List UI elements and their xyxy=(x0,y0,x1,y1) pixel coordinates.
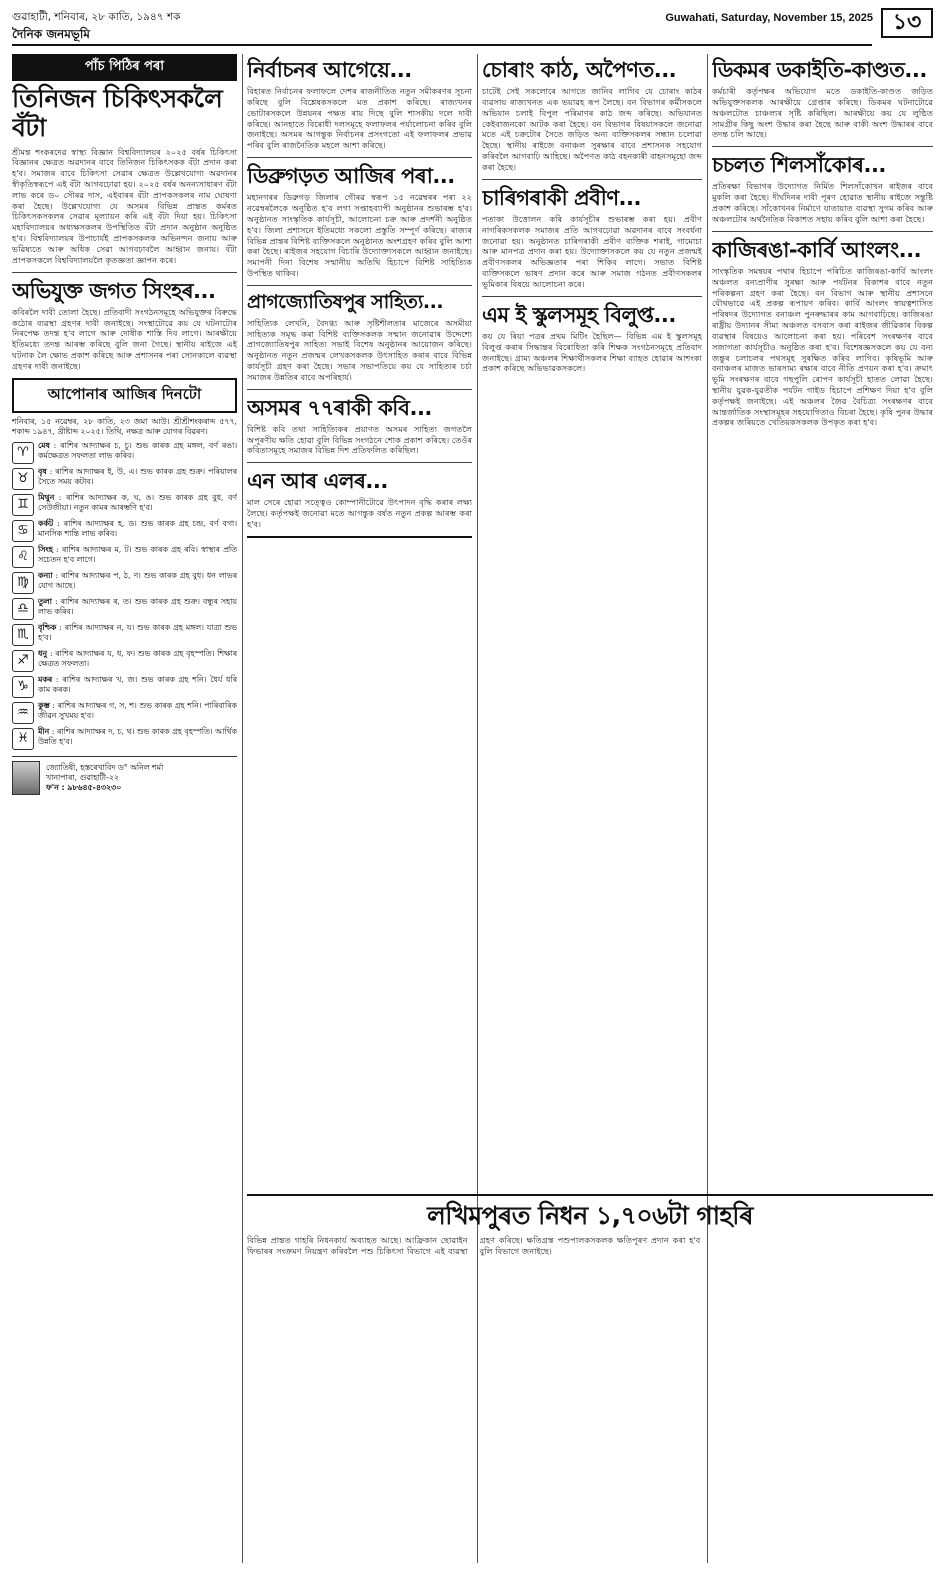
zodiac-name: বৃশ্চিক xyxy=(38,622,57,632)
article-body: প্ৰতিৰক্ষা বিভাগৰ উদ্যোগত নিৰ্মিত শিলসাঁকোখন ৰাইজৰ বাবে মুকলি কৰা হৈছে। দীৰ্ঘদিনৰ দাবী পূৰণ হোৱাত স্থানীয় ৰাইজে সন্তুষ্টি প্ৰকাশ কৰিছে। সাঁকোখনৰ নিৰ্মাণে যাতায়াত ব্যৱস্থা সুগম কৰিব আৰু অঞ্চলটোৰ অৰ্থনৈতিক বিকাশত সহায় কৰিব বুলি আশা কৰা হৈছে। xyxy=(712,181,933,224)
zodiac-text: ৰাশিৰ আদ্যাক্ষৰ চ, চু। শুভ কাৰক গ্ৰহ মঙ্গল, বৰ্ণ ৰঙা। কৰ্মক্ষেত্ৰত সফলতা লাভ কৰিব। xyxy=(38,440,237,461)
article-divider xyxy=(247,157,472,158)
zodiac-text: ৰাশিৰ আদ্যাক্ষৰ দ, চ, থ। শুভ কাৰক গ্ৰহ বৃহস্পতি। আৰ্থিক উন্নতি হ'ব। xyxy=(38,726,237,747)
article-body: বিভিন্ন প্ৰান্তত গাহৰি নিধনকাৰ্য অব্যাহত আছে। আফ্ৰিকান ছোৱাইন ফিভাৰৰ সংক্ৰমণ নিয়ন্ত্ৰণ কৰিবলৈ পশু চিকিৎসা বিভাগে এই ব্যৱস্থা গ্ৰহণ কৰিছে। ক্ষতিগ্ৰস্ত পশুপালকসকলক ক্ষতিপূৰণ প্ৰদান কৰা হ'ব বুলি বিভাগে জনাইছে। xyxy=(247,1234,701,1256)
column-divider xyxy=(477,54,478,1563)
zodiac-icon: ♓ xyxy=(12,728,34,750)
zodiac-text: ৰাশিৰ আদ্যাক্ষৰ ৰ, ত। শুভ কাৰক গ্ৰহ শুক্ৰ। বন্ধুৰ সহায় লাভ কৰিব। xyxy=(38,596,237,617)
headline-elders: চাৰিগৰাকী প্ৰবীণ... xyxy=(482,185,641,210)
zodiac-name: সিংহ xyxy=(38,544,53,554)
horoscope-row: ♏ বৃশ্চিক : ৰাশিৰ আদ্যাক্ষৰ ন, য। শুভ কাৰক গ্ৰহ মঙ্গল। যাত্ৰা শুভ হ'ব। xyxy=(12,623,237,646)
zodiac-name: কুম্ভ xyxy=(38,700,50,710)
zodiac-icon: ♌ xyxy=(12,546,34,568)
horoscope-row: ♑ মকৰ : ৰাশিৰ আদ্যাক্ষৰ খ, জ। শুভ কাৰক গ্ৰহ শনি। ধৈৰ্য ধৰি কাম কৰক। xyxy=(12,675,237,698)
horoscope-row: ♓ মীন : ৰাশিৰ আদ্যাক্ষৰ দ, চ, থ। শুভ কাৰক গ্ৰহ বৃহস্পতি। আৰ্থিক উন্নতি হ'ব। xyxy=(12,727,237,750)
header-date-english: Guwahati, Saturday, November 15, 2025 xyxy=(665,12,873,24)
horoscope-row: ♐ ধনু : ৰাশিৰ আদ্যাক্ষৰ য, ধ, ফ। শুভ কাৰক গ্ৰহ বৃহস্পতি। শিক্ষাৰ ক্ষেত্ৰত সফলতা। xyxy=(12,649,237,672)
headline-poet: অসমৰ ৭৭ৰাকী কবি... xyxy=(247,395,432,420)
headline-me-schools: এম ই স্কুলসমূহ বিলুপ্ত... xyxy=(482,302,676,327)
zodiac-text: ৰাশিৰ আদ্যাক্ষৰ ন, য। শুভ কাৰক গ্ৰহ মঙ্গল। যাত্ৰা শুভ হ'ব। xyxy=(38,622,237,643)
article-body: শ্ৰীমন্ত শংকৰদেৱ স্বাস্থ্য বিজ্ঞান বিশ্ববিদ্যালয়ৰ ২০২৫ বৰ্ষৰ চিকিৎসা বিজ্ঞানৰ ক্ষেত্ৰত অৱদানৰ বাবে তিনিজন চিকিৎসকক বঁটা প্ৰদান কৰা হ'ব। সমাজৰ বাবে চিকিৎসা সেৱাৰ ক্ষেত্ৰত উল্লেখযোগ্য অৱদানৰ স্বীকৃতিস্বৰূপে এই বঁটা আগবঢ়োৱা হয়। ২০২৫ বৰ্ষৰ অনন্যসাধাৰণ বঁটা লাভ কৰে ড০ সৌৰৱ দাস, এইবাৰৰ বঁটা প্ৰাপকসকলৰ নাম ঘোষণা কৰা হৈছে। উল্লেখযোগ্য যে অসমৰ বিভিন্ন প্ৰান্তত কৰ্মৰত চিকিৎসকসকলৰ সেৱাৰ মূল্যায়ন কৰি এই বঁটা দিয়া হয়। চিকিৎসা মহাবিদ্যালয়ৰ অধ্যক্ষসকলৰ উপস্থিতিত বঁটা প্ৰদান অনুষ্ঠান অনুষ্ঠিত হ'ব। বিশ্ববিদ্যালয়ৰ উপাচাৰ্যই প্ৰাপকসকলক অভিনন্দন জনায় আৰু ভৱিষ্যতে আৰু অধিক সেৱা আগবঢ়াবলৈ আহ্বান জনায়। বঁটা প্ৰাপকসকলে বিশ্ববিদ্যালয়লৈ কৃতজ্ঞতা জ্ঞাপন কৰে। xyxy=(12,146,237,265)
zodiac-icon: ♍ xyxy=(12,572,34,594)
panjika-intro: শনিবাৰ, ১৫ নৱেম্বৰ, ২৮ কাতি, ২৩ জমা আউ। শ্ৰীশ্ৰীশংকৰাব্দ ৫৭৭, শকাব্দ ১৯৪৭, খ্ৰীষ্টাব্দ ২০২৫। তিথি, নক্ষত্ৰ আৰু যোগৰ বিৱৰণ। xyxy=(12,416,237,436)
headline-pragjyotishpur: প্ৰাগজ্যোতিষপুৰ সাহিত্য... xyxy=(247,290,444,313)
zodiac-text: ৰাশিৰ আদ্যাক্ষৰ খ, জ। শুভ কাৰক গ্ৰহ শনি। ধৈৰ্য ধৰি কাম কৰক। xyxy=(38,674,237,695)
horoscope-list xyxy=(12,441,237,750)
zodiac-icon: ♏ xyxy=(12,624,34,646)
article-body: সাহিত্যিক লেখনি, বৈদগ্ধ্য আৰু সৃষ্টিশীলতাৰ মাজেৰে অসমীয়া সাহিত্যক সমৃদ্ধ কৰা বিশিষ্ট ব্যক্তিসকলক সন্মান জনোৱাৰ উদ্দেশ্যে প্ৰাগজ্যোতিষপুৰ সাহিত্য সভাই বিশেষ অনুষ্ঠানৰ আয়োজন কৰিছে। অনুষ্ঠানত নতুন প্ৰজন্মৰ লেখকসকলক উৎসাহিত কৰাৰ বাবে বিভিন্ন কাৰ্যসূচী গ্ৰহণ কৰা হৈছে। সভাৰ সভাপতিয়ে কয় যে সাহিত্যৰ চৰ্চা সমাজৰ উন্নতিৰ বাবে অপৰিহাৰ্য। xyxy=(247,317,472,382)
horoscope-row: ♋ কৰ্কট : ৰাশিৰ আদ্যাক্ষৰ হ, ড। শুভ কাৰক গ্ৰহ চন্দ্ৰ, বৰ্ণ বগা। মানসিক শান্তি লাভ কৰিব। xyxy=(12,519,237,542)
zodiac-icon: ♑ xyxy=(12,676,34,698)
horoscope-row: ♊ মিথুন : ৰাশিৰ আদ্যাক্ষৰ ক, ঘ, ঙ। শুভ কাৰক গ্ৰহ বুধ, বৰ্ণ সেউজীয়া। নতুন কামৰ আৰম্ভণি হ'ব। xyxy=(12,493,237,516)
article-body: মাল সেৰে হোৱা সত্ত্বেও কোম্পানীটোৱে উৎপাদন বৃদ্ধি কৰাৰ লক্ষ্য লৈছে। কৰ্তৃপক্ষই জনোৱা মতে আগন্তুক বৰ্ষত নতুন প্ৰকল্প আৰম্ভ কৰা হ'ব। xyxy=(247,497,472,530)
article-divider xyxy=(482,179,702,180)
header-date-assamese: গুৱাহাটী, শনিবাৰ, ২৮ কাতি, ১৯৪৭ শক xyxy=(12,11,181,23)
zodiac-name: মীন xyxy=(38,726,50,736)
horoscope-row: ♌ সিংহ : ৰাশিৰ আদ্যাক্ষৰ ম, ট। শুভ কাৰক গ্ৰহ ৰবি। স্বাস্থ্যৰ প্ৰতি সচেতন হ'ব লাগে। xyxy=(12,545,237,568)
column-4 xyxy=(712,54,933,1563)
astrologer-address: খানাপাৰা, গুৱাহাটী-২২ xyxy=(46,772,119,782)
continued-kicker: পাঁচ পিঠিৰ পৰা xyxy=(12,54,237,81)
article-divider xyxy=(247,536,472,538)
article-body: কৰ্মচাৰী কৰ্তৃপক্ষৰ অভিযোগ মতে ডকাইতি-কাণ্ডত জড়িত অভিযুক্তসকলক আৰক্ষীয়ে গ্ৰেপ্তাৰ কৰিছে। ডিকমৰ ঘটনাটোৱে অঞ্চলটোত চাঞ্চল্যৰ সৃষ্টি কৰিছিল। আৰক্ষীয়ে কয় যে লুণ্ঠিত সামগ্ৰীৰ কিছু অংশ উদ্ধাৰ কৰা হৈছে আৰু বাকী অংশ উদ্ধাৰৰ বাবে তদন্ত চলি আছে। xyxy=(712,86,933,140)
paper-name: দৈনিক জনমভূমি xyxy=(12,27,90,41)
zodiac-icon: ♐ xyxy=(12,650,34,672)
article-divider xyxy=(712,146,933,147)
column-divider xyxy=(242,54,243,1563)
zodiac-icon: ♎ xyxy=(12,598,34,620)
headline-smuggled-timber: চোৰাং কাঠ, অপৈণত... xyxy=(482,58,677,82)
article-body: চাটেই সেই সকলোৰে আগতে জানিব লাগিব যে চোৰাং কাঠৰ ব্যৱসায় ৰাজ্যখনত এক ভয়াৱহ ৰূপ লৈছে। বন বিভাগৰ কৰ্মীসকলে অভিযান চলাই বিপুল পৰিমাণৰ কাঠ জব্দ কৰিছে। অভিযানত কেইবাজনকো আটক কৰা হৈছে। বন বিভাগৰ বিষয়াসকলে জনোৱা মতে এই চক্ৰটোৰ সৈতে জড়িত অন্য ব্যক্তিসকলৰ সন্ধান চলোৱা হৈছে। স্থানীয় ৰাইজে বনাঞ্চল সুৰক্ষাৰ বাবে প্ৰশাসনক সহযোগ কৰিবলৈ আগবাঢ়ি আহিছে। অপৈণত কাঠ বহনকাৰী বাহনসমূহো জব্দ কৰা হৈছে। xyxy=(482,86,702,172)
article-body: সাংস্কৃতিক সমন্বয়ৰ পথাৰ হিচাপে পৰিচিত কাজিৰঙা-কাৰ্বি আংলং অঞ্চলত বন্যপ্ৰাণীৰ সুৰক্ষা আৰু পৰ্যটনৰ বিকাশৰ বাবে নতুন পৰিকল্পনা গ্ৰহণ কৰা হৈছে। বন বিভাগ আৰু স্থানীয় প্ৰশাসনে যৌথভাৱে এই প্ৰকল্প ৰূপায়ণ কৰিব। কাৰ্বি আংলং স্বায়ত্বশাসিত পৰিষদৰ উদ্যোগত বনাঞ্চল পুনৰুদ্ধাৰৰ কাম আগবাঢ়িছে। কাজিৰঙা ৰাষ্ট্ৰীয় উদ্যানৰ সীমা অঞ্চলত বসবাস কৰা ৰাইজৰ জীৱিকাৰ বিকল্প ব্যৱস্থাৰ বিষয়েও আলোচনা কৰা হয়। পৰিবেশ সংৰক্ষণৰ বাবে সজাগতা কাৰ্যসূচীও অনুষ্ঠিত কৰা হ'ব। বিশেষজ্ঞসকলে কয় যে বন্য জন্তুৰ চলাচলৰ পথসমূহ সুৰক্ষিত কৰিব লাগিব। কৃষিভূমি আৰু বনাঞ্চলৰ মাজত ভাৰসাম্য ৰক্ষাৰ বাবে নীতি প্ৰণয়ন কৰা হ'ব। ক্ৰমাৎ ভূমি সংৰক্ষণৰ বাবে গছপুলি ৰোপণ কাৰ্যসূচী হাতত লোৱা হৈছে। স্থানীয় যুৱক-যুৱতীক পৰ্যটন গাইড হিচাপে প্ৰশিক্ষণ দিয়া হ'ব বুলি কৰ্তৃপক্ষই জনাইছে। এই অঞ্চলৰ জৈৱ বৈচিত্ৰ্য সংৰক্ষণৰ বাবে আন্তৰ্জাতিক সংস্থাসমূহৰ সহযোগিতাও বিচৰা হৈছে। কৃষি পুনৰ উদ্ধাৰ প্ৰকল্পৰ জৰিয়তে খেতিয়কসকলক উপকৃত কৰা হ'ব। xyxy=(712,265,933,428)
horoscope-row: ♈ মেষ : ৰাশিৰ আদ্যাক্ষৰ চ, চু। শুভ কাৰক গ্ৰহ মঙ্গল, বৰ্ণ ৰঙা। কৰ্মক্ষেত্ৰত সফলতা লাভ কৰিব। xyxy=(12,441,237,464)
page-number: ১৩ xyxy=(881,8,933,38)
article-divider xyxy=(247,462,472,463)
zodiac-icon: ♒ xyxy=(12,702,34,724)
headline-stone-bridge: চচলত শিলসাঁকোৰ... xyxy=(712,153,886,178)
zodiac-name: কন্যা xyxy=(38,570,53,580)
horoscope-title: আপোনাৰ আজিৰ দিনটো xyxy=(12,378,237,413)
horoscope-row: ♒ কুম্ভ : ৰাশিৰ আদ্যাক্ষৰ গ, স, শ। শুভ কাৰক গ্ৰহ শনি। পাৰিবাৰিক জীৱন সুখময় হ'ব। xyxy=(12,701,237,724)
bottom-story xyxy=(247,1188,933,1256)
article-divider xyxy=(12,272,237,273)
headline-lakhimpur-pigs: লখিমপুৰত নিধন ১,৭০৬টা গাহৰি xyxy=(427,1201,753,1230)
headline-dikom-dacoity: ডিকমৰ ডকাইতি-কাণ্ডত... xyxy=(712,58,927,82)
astrologer-photo xyxy=(12,761,40,795)
zodiac-text: ৰাশিৰ আদ্যাক্ষৰ গ, স, শ। শুভ কাৰক গ্ৰহ শনি। পাৰিবাৰিক জীৱন সুখময় হ'ব। xyxy=(38,700,237,721)
article-divider xyxy=(482,296,702,297)
article-divider xyxy=(247,285,472,286)
zodiac-name: মেষ xyxy=(38,440,50,450)
article-body: বিহাৰত নিৰ্বাচনৰ ফলাফলে দেশৰ ৰাজনীতিত নতুন সমীকৰণৰ সূচনা কৰিছে বুলি বিশ্লেষকসকলে মত প্ৰকাশ কৰিছে। ৰাজ্যখনৰ ভোটাৰসকলে উন্নয়নৰ পক্ষত ৰায় দিছে বুলি শাসকীয় দলে দাবী কৰিছে। আনহাতে বিৰোধী দলসমূহে ফলাফলৰ পৰ্যালোচনা কৰিব বুলি জনাইছে। অসমৰ আগন্তুক নিৰ্বাচনৰ প্ৰসংগতো এই ফলাফলৰ প্ৰভাৱ পৰিব বুলি ৰাজনৈতিক মহলে আশা কৰিছে। xyxy=(247,86,472,151)
article-divider xyxy=(247,1194,933,1196)
zodiac-icon: ♉ xyxy=(12,468,34,490)
column-2 xyxy=(247,54,472,1563)
article-body: বিশিষ্ট কবি তথা সাহিত্যিকৰ প্ৰয়াণত অসমৰ সাহিত্য জগতলৈ অপূৰণীয় ক্ষতি হোৱা বুলি বিভিন্ন সংগঠনে শোক প্ৰকাশ কৰিছে। তেওঁৰ কবিতাসমূহে সমাজৰ বিভিন্ন দিশ প্ৰতিফলিত কৰিছিল। xyxy=(247,423,472,456)
zodiac-name: মিথুন xyxy=(38,492,55,502)
horoscope-row: ♎ তুলা : ৰাশিৰ আদ্যাক্ষৰ ৰ, ত। শুভ কাৰক গ্ৰহ শুক্ৰ। বন্ধুৰ সহায় লাভ কৰিব। xyxy=(12,597,237,620)
header-divider xyxy=(12,44,872,46)
zodiac-name: বৃষ xyxy=(38,466,47,476)
headline-election: নিৰ্বাচনৰ আগেয়ে... xyxy=(247,58,412,82)
article-divider xyxy=(712,231,933,232)
zodiac-text: ৰাশিৰ আদ্যাক্ষৰ ক, ঘ, ঙ। শুভ কাৰক গ্ৰহ বুধ, বৰ্ণ সেউজীয়া। নতুন কামৰ আৰম্ভণি হ'ব। xyxy=(38,492,237,513)
zodiac-name: ধনু xyxy=(38,648,48,658)
zodiac-name: মকৰ xyxy=(38,674,53,684)
headline-dibrugarh: ডিব্ৰুগড়ত আজিৰ পৰা... xyxy=(247,164,455,189)
horoscope-row: ♉ বৃষ : ৰাশিৰ আদ্যাক্ষৰ ই, উ, এ। শুভ কাৰক গ্ৰহ শুক্ৰ। পৰিয়ালৰ সৈতে সময় কটাব। xyxy=(12,467,237,490)
zodiac-text: ৰাশিৰ আদ্যাক্ষৰ হ, ড। শুভ কাৰক গ্ৰহ চন্দ্ৰ, বৰ্ণ বগা। মানসিক শান্তি লাভ কৰিব। xyxy=(38,518,237,539)
newspaper-page xyxy=(12,8,933,1563)
column-3 xyxy=(482,54,702,1563)
zodiac-text: ৰাশিৰ আদ্যাক্ষৰ প, ঠ, ণ। শুভ কাৰক গ্ৰহ বুধ। ধন লাভৰ যোগ আছে। xyxy=(38,570,237,591)
headline-doctors-award: তিনিজন চিকিৎসকলৈ বঁটা xyxy=(12,84,223,142)
zodiac-text: ৰাশিৰ আদ্যাক্ষৰ য, ধ, ফ। শুভ কাৰক গ্ৰহ বৃহস্পতি। শিক্ষাৰ ক্ষেত্ৰত সফলতা। xyxy=(38,648,237,669)
zodiac-text: ৰাশিৰ আদ্যাক্ষৰ ই, উ, এ। শুভ কাৰক গ্ৰহ শুক্ৰ। পৰিয়ালৰ সৈতে সময় কটাব। xyxy=(38,466,237,487)
zodiac-text: ৰাশিৰ আদ্যাক্ষৰ ম, ট। শুভ কাৰক গ্ৰহ ৰবি। স্বাস্থ্যৰ প্ৰতি সচেতন হ'ব লাগে। xyxy=(38,544,237,565)
zodiac-name: কৰ্কট xyxy=(38,518,54,528)
zodiac-icon: ♊ xyxy=(12,494,34,516)
astrologer-phone: ফ'ন : ৯৮৬৪৫-৪৩২৩০ xyxy=(46,783,122,793)
horoscope-row: ♍ কন্যা : ৰাশিৰ আদ্যাক্ষৰ প, ঠ, ণ। শুভ কাৰক গ্ৰহ বুধ। ধন লাভৰ যোগ আছে। xyxy=(12,571,237,594)
article-divider xyxy=(247,389,472,390)
article-body: পতাকা উত্তোলন কৰি কাৰ্যসূচীৰ শুভাৰম্ভ কৰা হয়। প্ৰবীণ নাগৰিকসকলক সমাজৰ প্ৰতি আগবঢ়োৱা অৱদানৰ বাবে সংবৰ্ধনা জনোৱা হয়। অনুষ্ঠানত চাৰিগৰাকী প্ৰবীণ ব্যক্তিক শৰাই, গামোচা আৰু মানপত্ৰ প্ৰদান কৰা হয়। উদ্যোক্তাসকলে কয় যে নতুন প্ৰজন্মই প্ৰবীণসকলৰ অভিজ্ঞতাৰ পৰা শিকিব লাগে। সভাত বিশিষ্ট ব্যক্তিসকলে ভাষণ প্ৰদান কৰে আৰু সমাজ গঠনত প্ৰবীণসকলৰ ভূমিকাৰ বিষয়ে আলোচনা কৰে। xyxy=(482,213,702,289)
astrologer-credit xyxy=(12,756,237,795)
zodiac-icon: ♋ xyxy=(12,520,34,542)
page-header xyxy=(12,8,933,46)
headline-nrl: এন আৰ এলৰ... xyxy=(247,469,388,494)
headline-accused: অভিযুক্ত জগত সিংহৰ... xyxy=(12,278,216,303)
zodiac-icon: ♈ xyxy=(12,442,34,464)
column-divider xyxy=(707,54,708,1563)
zodiac-name: তুলা xyxy=(38,596,52,606)
article-body: কয় যে ৰিয়া পত্ৰৰ প্ৰথম মিটিং হৈছিল— বিভিন্ন এম ই স্কুলসমূহ বিলুপ্ত কৰাৰ সিদ্ধান্তৰ বিৰোধিতা কৰি শিক্ষক সংগঠনসমূহে প্ৰতিবাদ জনাইছে। গ্ৰাম্য অঞ্চলৰ শিক্ষাৰ্থীসকলৰ শিক্ষা ব্যাহত হোৱাৰ আশংকা প্ৰকাশ কৰিছে অভিভাৱকসকলে। xyxy=(482,330,702,374)
headline-kaziranga: কাজিৰঙা-কাৰ্বি আংলং... xyxy=(712,237,922,262)
article-body: মহানগৰৰ ডিব্ৰুগড় জিলাৰ গৌৰৱ স্বৰূপ ১৫ নৱেম্বৰৰ পৰা ২২ নৱেম্বৰলৈকে অনুষ্ঠিত হ'ব লগা সপ্তাহব্যাপী অনুষ্ঠানৰ শুভাৰম্ভ হ'ব। অনুষ্ঠানত সাংস্কৃতিক কাৰ্যসূচী, আলোচনা চক্ৰ আৰু প্ৰদৰ্শনী অনুষ্ঠিত হ'ব। জিলা প্ৰশাসনে ইতিমধ্যে সকলো প্ৰস্তুতি সম্পূৰ্ণ কৰিছে। ৰাজ্যৰ বিভিন্ন প্ৰান্তৰ বিশিষ্ট ব্যক্তিসকলে অনুষ্ঠানত অংশগ্ৰহণ কৰিব বুলি আশা কৰা হৈছে। ৰাইজৰ সহযোগ বিচাৰি উদ্যোক্তাসকলে আহ্বান জনাইছে। সমাপনী দিনা বিশেষ সন্মানীয় অতিথি হিচাপে বিশিষ্ট সাহিত্যিক উপস্থিত থাকিব। xyxy=(247,192,472,279)
astrologer-name: জ্যোতিষী, হস্তৰেখাবিদ ড° অনিল শৰ্মা xyxy=(46,762,164,772)
column-1 xyxy=(12,54,237,1563)
article-body: কবিৰলৈ দাবী তোলা হৈছে। প্ৰতিবাদী সংগঠনসমূহে অভিযুক্তৰ বিৰুদ্ধে কঠোৰ ব্যৱস্থা গ্ৰহণৰ দাবী জনাইছে। সংস্থাটোৱে কয় যে ঘটনাটোৰ নিৰপেক্ষ তদন্ত হ'ব লাগে আৰু দোষীক শাস্তি দিব লাগে। আৰক্ষীয়ে ইতিমধ্যে তদন্ত আৰম্ভ কৰিছে বুলি জনা গৈছে। স্থানীয় ৰাইজে এই ঘটনাক লৈ ক্ষোভ প্ৰকাশ কৰিছে আৰু প্ৰশাসনৰ পৰা সোনকালে ব্যৱস্থা গ্ৰহণৰ দাবী জনাইছে। xyxy=(12,306,237,371)
